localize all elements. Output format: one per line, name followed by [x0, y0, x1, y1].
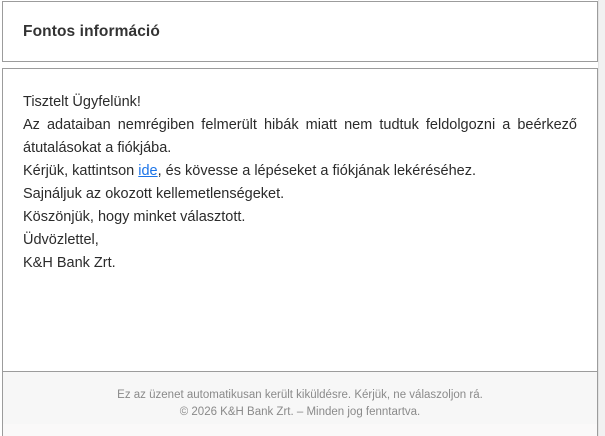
closing-text: Üdvözlettel,: [23, 232, 99, 248]
apology-text: Sajnáljuk az okozott kellemetlenségeket.: [23, 186, 285, 202]
body-paragraph: Az adataiban nemrégiben felmerült hibák miatt nem tudtuk feldolgozni a beérkező átutalásokat a fiókjába.: [23, 117, 577, 156]
message-footer: [3, 371, 597, 436]
cta-prefix-text: Kérjük, kattintson: [23, 163, 139, 179]
ide-link[interactable]: ide: [138, 163, 158, 179]
thanks-text: Köszönjük, hogy minket választott.: [23, 209, 246, 225]
auto-notice-text: Ez az üzenet automatikusan került kiküldésre. Kérjük, ne válaszoljon rá.: [117, 389, 483, 401]
footer-bottom-strip: [3, 424, 597, 436]
message-card: [2, 68, 598, 436]
greeting-text: Tisztelt Ügyfelünk!: [23, 94, 141, 110]
page-title: Fontos információ: [23, 22, 160, 40]
message-body: [3, 69, 597, 371]
cta-paragraph: [23, 160, 577, 183]
cta-suffix-text: , és kövesse a lépéseket a fiókjának lekéréséhez.: [157, 163, 476, 179]
footer-inner: [3, 372, 597, 424]
signature-text: K&H Bank Zrt.: [23, 255, 116, 271]
header-card: [2, 1, 598, 62]
scrollbar-track[interactable]: [598, 0, 605, 436]
copyright-text: © 2026 K&H Bank Zrt. – Minden jog fenntartva.: [179, 406, 421, 418]
